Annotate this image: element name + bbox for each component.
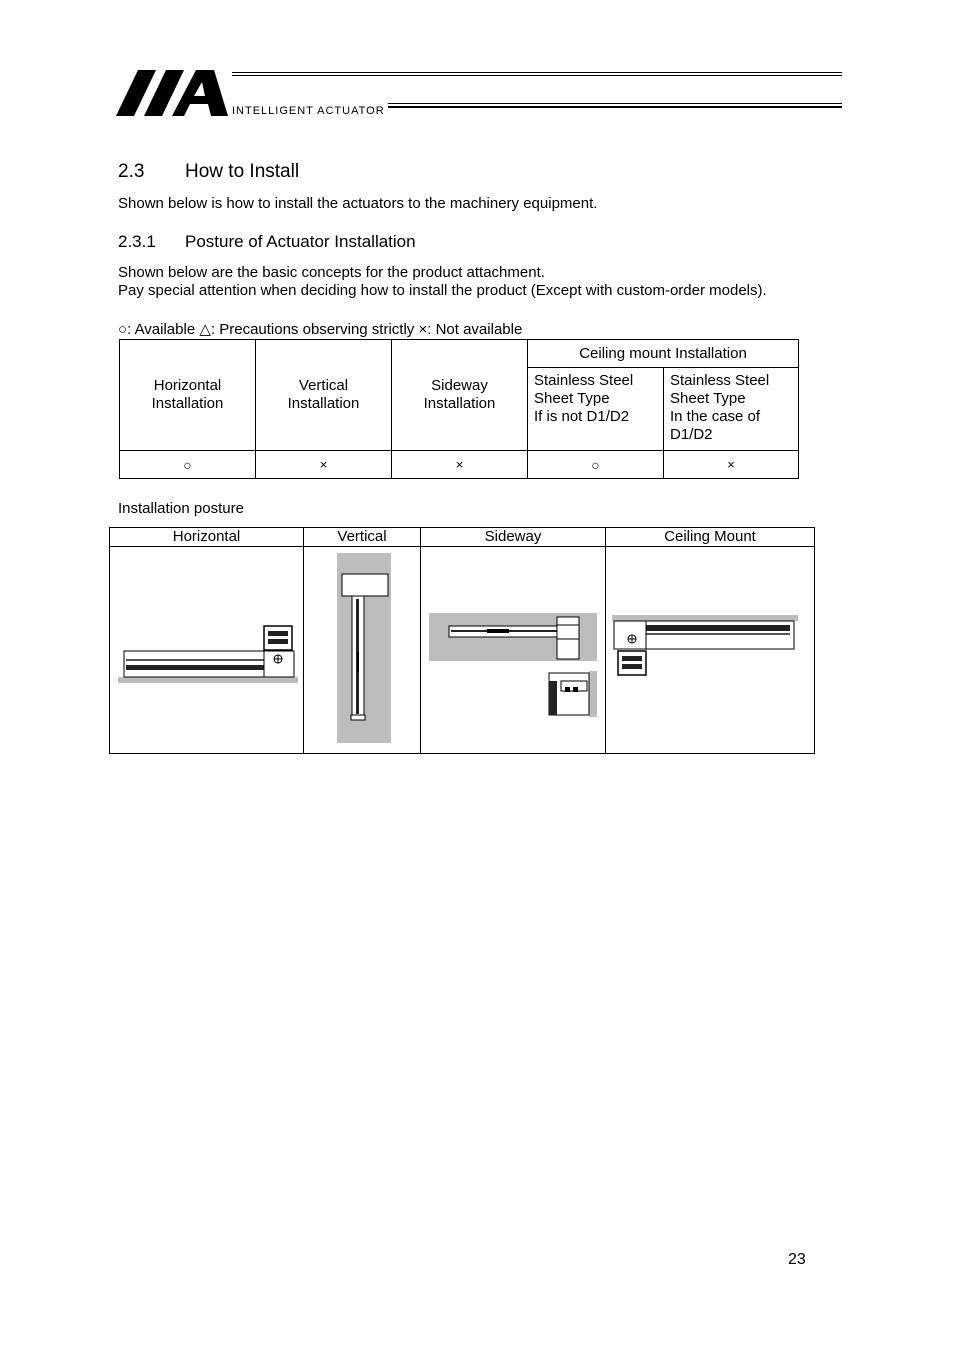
subsection-number: 2.3.1 xyxy=(118,232,156,251)
posture-caption: Installation posture xyxy=(118,500,244,517)
not-available-symbol: × xyxy=(418,321,428,338)
section-heading xyxy=(118,161,299,183)
horizontal-mark: ○ xyxy=(120,451,256,479)
horizontal-header: Horizontal Installation xyxy=(120,340,256,451)
posture-vertical-header: Vertical xyxy=(304,528,421,547)
ceiling-d1d2-header: Stainless Steel Sheet Type In the case of D1/D2 xyxy=(664,368,799,451)
posture-sideway-header: Sideway xyxy=(421,528,606,547)
precaution-symbol: △ xyxy=(199,321,211,338)
ceiling-figure-cell xyxy=(606,547,815,754)
sideway-mark: × xyxy=(392,451,528,479)
ceiling-not-d1d2-header: Stainless Steel Sheet Type If is not D1/D2 xyxy=(528,368,664,451)
vertical-figure-cell xyxy=(304,547,421,754)
header-rule-bottom-1 xyxy=(388,103,842,104)
subsection-line-2: Pay special attention when deciding how to install the product (Except with custom-order models). xyxy=(118,282,767,299)
ceiling-d1d2-mark: × xyxy=(664,451,799,479)
header-rule-top-1 xyxy=(232,72,842,73)
section-intro: Shown below is how to install the actuators to the machinery equipment. xyxy=(118,195,598,212)
vertical-header: Vertical Installation xyxy=(256,340,392,451)
ceiling-header: Ceiling mount Installation xyxy=(528,340,799,368)
ceiling-actuator-illustration xyxy=(606,547,814,753)
subsection-line-1: Shown below are the basic concepts for the product attachment. xyxy=(118,264,545,281)
header-rule-bottom-2 xyxy=(388,106,842,108)
symbol-legend xyxy=(118,321,522,339)
vertical-actuator-illustration xyxy=(304,547,420,753)
header-rule-top-2 xyxy=(232,75,842,76)
subsection-title: Posture of Actuator Installation xyxy=(185,232,416,251)
available-symbol: ○ xyxy=(118,321,128,338)
iai-logo xyxy=(116,68,232,118)
horizontal-figure-cell xyxy=(110,547,304,754)
availability-table xyxy=(119,339,799,479)
available-label: : Available xyxy=(127,321,200,338)
page-number: 23 xyxy=(788,1251,806,1268)
posture-table xyxy=(109,527,815,754)
brand-name: INTELLIGENT ACTUATOR xyxy=(232,105,385,117)
vertical-mark: × xyxy=(256,451,392,479)
sideway-actuator-illustration xyxy=(421,547,605,753)
not-available-label: : Not available xyxy=(427,321,523,338)
section-number: 2.3 xyxy=(118,161,145,182)
subsection-heading xyxy=(118,232,416,252)
sideway-header: Sideway Installation xyxy=(392,340,528,451)
section-title: How to Install xyxy=(185,161,300,182)
horizontal-actuator-illustration xyxy=(110,547,303,753)
sideway-figure-cell xyxy=(421,547,606,754)
precaution-label: : Precautions observing strictly xyxy=(210,321,419,338)
posture-horizontal-header: Horizontal xyxy=(110,528,304,547)
ceiling-not-d1d2-mark: ○ xyxy=(528,451,664,479)
posture-ceiling-header: Ceiling Mount xyxy=(606,528,815,547)
